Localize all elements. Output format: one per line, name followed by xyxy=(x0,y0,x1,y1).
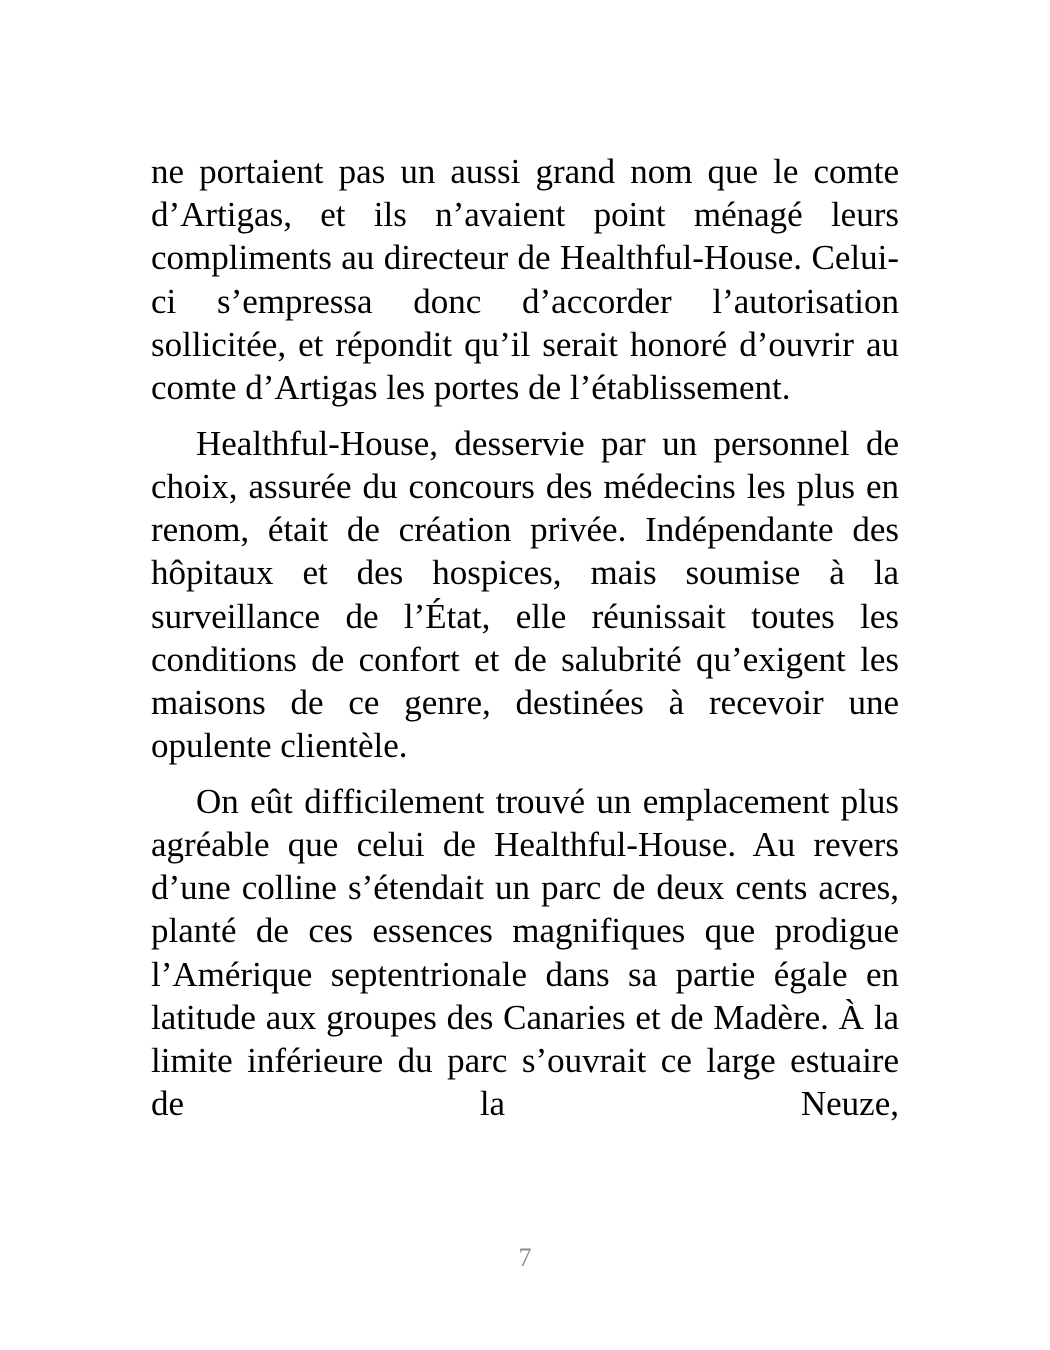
paragraph-1: ne portaient pas un aussi grand nom que le comte d’Artigas, et ils n’avaient point ménagé leurs compliments au directeur de Healthful-House. Celui-ci s’empressa donc d’accorder l’autorisation sollicitée, et répondit qu’il serait honoré d’ouvrir au comte d’Artigas les portes de l’établissement. xyxy=(151,152,899,408)
paragraph-3: On eût difficilement trouvé un emplacement plus agréable que celui de Healthful-House. Au revers d’une colline s’étendait un parc de deux cents acres, planté de ces essences magnifiques que prodigue l’Amérique septentrionale dans sa partie égale en latitude aux groupes des Canaries et de Madère. À la limite inférieure du parc s’ouvrait ce large estuaire de la Neuze, xyxy=(151,781,899,1124)
body-text xyxy=(151,150,899,1125)
page-number: 7 xyxy=(518,1243,532,1272)
paragraph-2: Healthful-House, desservie par un personnel de choix, assurée du concours des médecins les plus en renom, était de création privée. Indépendante des hôpitaux et des hospices, mais soumise à la surveillance de l’État, elle réunissait toutes les conditions de confort et de salubrité qu’exigent les maisons de ce genre, destinées à recevoir une opulente clientèle. xyxy=(151,423,899,766)
